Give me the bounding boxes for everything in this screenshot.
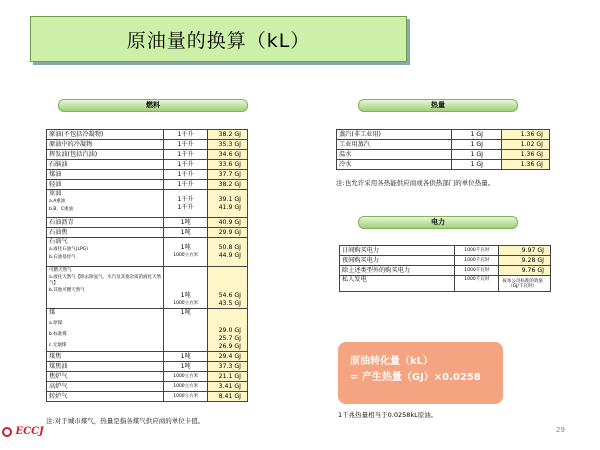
table-row: 重油 a.A重油 b.B、C重油 1千升 1千升 39.1 GJ 41.9 GJ	[47, 190, 248, 218]
power-header: 电力	[358, 216, 518, 229]
table-row: 私人发电 1000千瓦时 按本公司标准的效值（GJ/千瓦时）	[340, 276, 551, 292]
table-row: 工业用蒸汽 1 GJ 1.02 GJ	[337, 140, 550, 150]
table-row: 除上述类型外的购买电力 1000千瓦时 9.76 GJ	[340, 266, 551, 276]
heat-note: 注:也允许采用各热能供应商或各供热部门的单位热量。	[336, 179, 495, 187]
page-number: 29	[556, 426, 565, 434]
table-row: 转炉气 1000立方米 8.41 GJ	[47, 392, 248, 402]
table-row: 温水 1 GJ 1.36 GJ	[337, 150, 550, 160]
table-row: 原油(不包括冷凝物) 1千升 38.2 GJ	[47, 130, 248, 140]
table-row: 蒸汽(非工业用) 1 GJ 1.36 GJ	[337, 130, 550, 140]
table-row: 可燃天然气 a.液化天然气【除去除氢气、水汽及其他杂质的液化天然气】 b.其他可燃天然气 1吨 1000立方米 54.6 GJ 43.5 GJ	[47, 267, 248, 309]
table-row: 石油沥青 1吨 40.9 GJ	[47, 218, 248, 228]
eccj-logo: ECCJ	[2, 426, 44, 437]
table-row: 夜间购买电力 1000千瓦时 9.28 GJ	[340, 256, 551, 266]
table-row: 煤焦 1吨 29.4 GJ	[47, 352, 248, 362]
table-row: 煤焦油 1吨 37.3 GJ	[47, 362, 248, 372]
page-title: 原油量的换算（kL）	[30, 16, 407, 62]
table-row: 原油中的冷凝物 1千升 35.3 GJ	[47, 140, 248, 150]
power-table	[339, 245, 551, 292]
table-row: 日间购买电力 1000千瓦时 9.97 GJ	[340, 246, 551, 256]
sun-logo-icon	[2, 427, 12, 437]
heat-table	[336, 129, 550, 170]
table-row: 冷水 1 GJ 1.36 GJ	[337, 160, 550, 170]
formula-box: 原油转化量（kL） = 产生热量（GJ）×0.0258	[338, 342, 503, 404]
table-row: 石油焦 1吨 29.9 GJ	[47, 228, 248, 238]
fuel-header: 燃料	[58, 99, 248, 112]
table-row: 煤 a.原煤 b.标准煤 c.无烟煤 1吨 29.0 GJ 25.7 GJ 26.9 GJ	[47, 309, 248, 352]
table-row: 挥发油(包括汽油) 1千升 34.6 GJ	[47, 150, 248, 160]
table-row: 石油气 a.液化石油气(LPG) b.石油基烃气 1吨 1000立方米 50.8 GJ 44.9 GJ	[47, 238, 248, 267]
table-row: 煤油 1千升 37.7 GJ	[47, 170, 248, 180]
fuel-table	[46, 129, 248, 402]
table-row: 焦炉气 1000立方米 21.1 GJ	[47, 372, 248, 382]
table-row: 轻油 1千升 38.2 GJ	[47, 180, 248, 190]
table-row: 石脑油 1千升 33.6 GJ	[47, 160, 248, 170]
heat-header: 热量	[358, 99, 518, 112]
fuel-note: 注:对于城市煤气，热量是指各煤气供应商的单位卡值。	[46, 417, 205, 425]
footnote: 1千兆热量相当于0.0258kL原油。	[338, 411, 438, 419]
table-row: 高炉气 1000立方米 3.41 GJ	[47, 382, 248, 392]
